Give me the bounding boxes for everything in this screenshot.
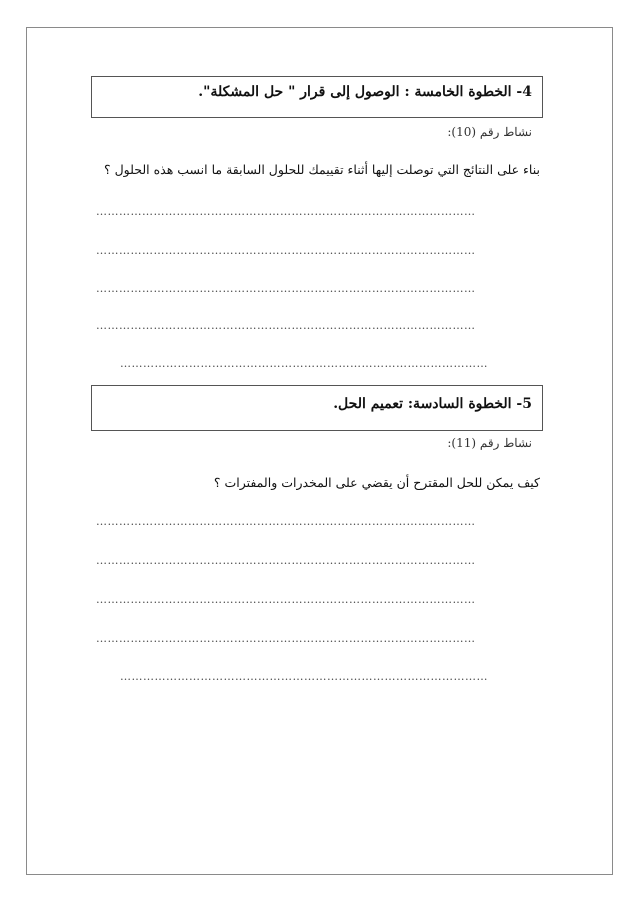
answer-line[interactable]: ………………………………………………………………………………………: [96, 206, 476, 218]
answer-line[interactable]: ……………………………………………………………………………………: [120, 358, 488, 370]
step-4-title: 4- الخطوة الخامسة : الوصول إلى قرار " حل المشكلة".: [198, 84, 532, 100]
activity-10-label: نشاط رقم (10):: [447, 125, 532, 139]
step-5-box: [91, 385, 543, 431]
answer-line[interactable]: ………………………………………………………………………………………: [96, 245, 476, 257]
answer-line[interactable]: ………………………………………………………………………………………: [96, 594, 476, 606]
answer-line[interactable]: ………………………………………………………………………………………: [96, 516, 476, 528]
question-11: كيف يمكن للحل المقترح أن يقضي على المخدرات والمفترات ؟: [213, 475, 540, 490]
step-4-box: [91, 76, 543, 118]
answer-line[interactable]: ………………………………………………………………………………………: [96, 555, 476, 567]
activity-11-label: نشاط رقم (11):: [447, 436, 532, 450]
answer-line[interactable]: ………………………………………………………………………………………: [96, 320, 476, 332]
answer-line[interactable]: ………………………………………………………………………………………: [96, 633, 476, 645]
question-10: بناء على النتائج التي توصلت إليها أثناء تقييمك للحلول السابقة ما انسب هذه الحلول ؟: [103, 162, 540, 177]
page-border: [26, 27, 613, 875]
answer-line[interactable]: ………………………………………………………………………………………: [96, 283, 476, 295]
step-5-title: 5- الخطوة السادسة: تعميم الحل.: [333, 396, 532, 412]
answer-line[interactable]: ……………………………………………………………………………………: [120, 671, 488, 683]
